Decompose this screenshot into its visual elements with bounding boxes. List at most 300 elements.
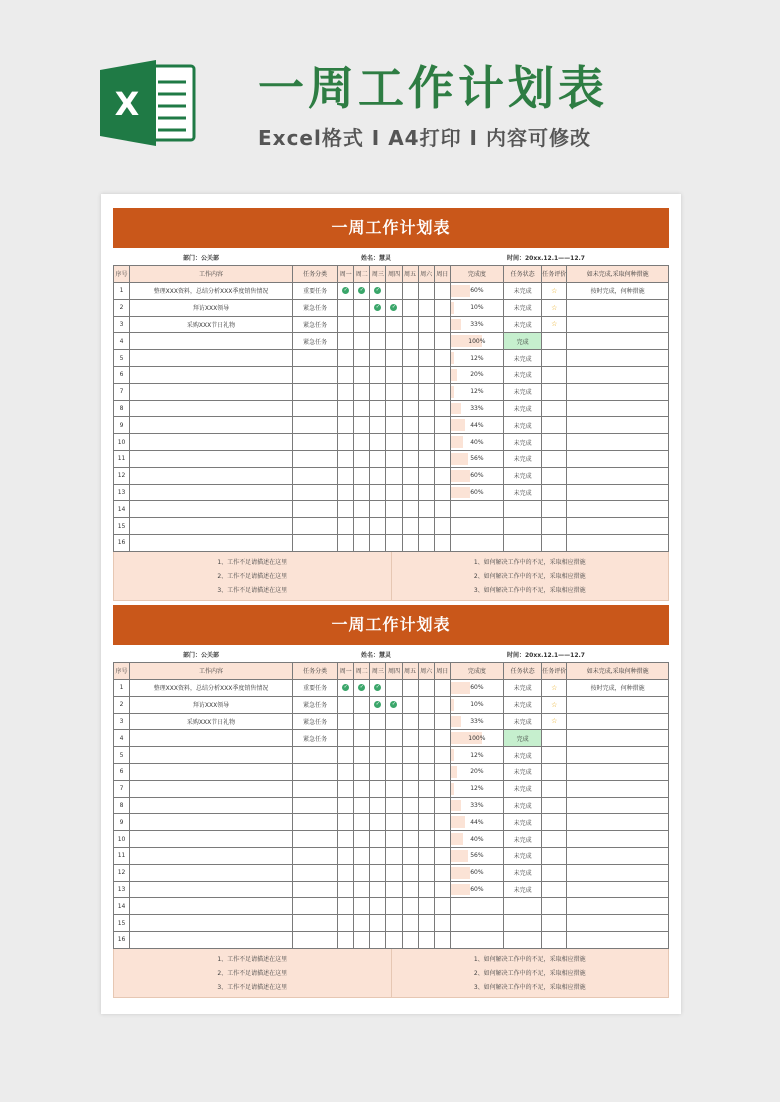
completion-cell[interactable] (450, 518, 503, 535)
day-check-cell[interactable] (402, 417, 418, 434)
task-category-cell[interactable] (292, 881, 337, 898)
measure-cell[interactable] (567, 831, 669, 848)
task-status-cell[interactable] (504, 898, 542, 915)
day-check-cell[interactable] (434, 915, 450, 932)
day-check-cell[interactable] (338, 864, 354, 881)
day-check-cell[interactable] (386, 333, 402, 350)
measure-cell[interactable]: 按时完成，何种措施 (567, 680, 669, 697)
day-check-cell[interactable] (402, 881, 418, 898)
day-check-cell[interactable] (418, 501, 434, 518)
row-number-cell[interactable]: 7 (114, 780, 130, 797)
day-check-cell[interactable] (434, 283, 450, 300)
day-check-cell[interactable] (418, 450, 434, 467)
day-check-cell[interactable] (354, 316, 370, 333)
day-check-cell[interactable] (418, 680, 434, 697)
day-check-cell[interactable] (354, 417, 370, 434)
day-check-cell[interactable] (354, 864, 370, 881)
day-check-cell[interactable] (402, 864, 418, 881)
measure-cell[interactable] (567, 450, 669, 467)
task-rating-cell[interactable] (542, 299, 567, 316)
day-check-cell[interactable] (418, 780, 434, 797)
day-check-cell[interactable] (418, 518, 434, 535)
day-check-cell[interactable] (386, 898, 402, 915)
day-check-cell[interactable] (338, 484, 354, 501)
task-category-cell[interactable] (292, 400, 337, 417)
task-rating-cell[interactable] (542, 713, 567, 730)
solution-item[interactable]: 1、如何解决工作中的不足，采取相应措施 (473, 559, 586, 567)
day-check-cell[interactable] (418, 534, 434, 551)
task-status-cell[interactable]: 未完成 (504, 847, 542, 864)
day-check-cell[interactable] (354, 501, 370, 518)
day-check-cell[interactable] (418, 814, 434, 831)
day-check-cell[interactable] (434, 299, 450, 316)
task-status-cell[interactable]: 未完成 (504, 283, 542, 300)
task-rating-cell[interactable] (542, 864, 567, 881)
day-check-cell[interactable] (338, 713, 354, 730)
day-check-cell[interactable] (354, 299, 370, 316)
work-content-cell[interactable] (130, 915, 293, 932)
day-check-cell[interactable] (434, 366, 450, 383)
day-check-cell[interactable] (402, 467, 418, 484)
note-item[interactable]: 2、工作不足请描述在这里 (217, 970, 288, 978)
day-check-cell[interactable] (386, 780, 402, 797)
day-check-cell[interactable] (370, 831, 386, 848)
day-check-cell[interactable] (370, 931, 386, 948)
solution-item[interactable]: 1、如何解决工作中的不足，采取相应措施 (473, 956, 586, 964)
measure-cell[interactable] (567, 534, 669, 551)
day-check-cell[interactable] (370, 780, 386, 797)
day-check-cell[interactable] (370, 450, 386, 467)
day-check-cell[interactable] (434, 350, 450, 367)
day-check-cell[interactable] (370, 696, 386, 713)
task-category-cell[interactable] (292, 534, 337, 551)
day-check-cell[interactable] (338, 814, 354, 831)
row-number-cell[interactable]: 10 (114, 434, 130, 451)
day-check-cell[interactable] (386, 299, 402, 316)
task-rating-cell[interactable] (542, 915, 567, 932)
work-content-cell[interactable] (130, 864, 293, 881)
row-number-cell[interactable]: 1 (114, 680, 130, 697)
day-check-cell[interactable] (434, 730, 450, 747)
day-check-cell[interactable] (386, 864, 402, 881)
day-check-cell[interactable] (338, 501, 354, 518)
completion-cell[interactable] (450, 847, 503, 864)
measure-cell[interactable] (567, 501, 669, 518)
task-category-cell[interactable] (292, 350, 337, 367)
day-check-cell[interactable] (386, 434, 402, 451)
day-check-cell[interactable] (370, 333, 386, 350)
day-check-cell[interactable] (338, 730, 354, 747)
task-status-cell[interactable]: 未完成 (504, 831, 542, 848)
day-check-cell[interactable] (418, 931, 434, 948)
work-content-cell[interactable] (130, 831, 293, 848)
task-category-cell[interactable] (292, 747, 337, 764)
task-status-cell[interactable]: 未完成 (504, 434, 542, 451)
day-check-cell[interactable] (338, 299, 354, 316)
day-check-cell[interactable] (370, 299, 386, 316)
day-check-cell[interactable] (402, 534, 418, 551)
day-check-cell[interactable] (418, 283, 434, 300)
task-status-cell[interactable] (504, 915, 542, 932)
day-check-cell[interactable] (370, 400, 386, 417)
day-check-cell[interactable] (434, 417, 450, 434)
day-check-cell[interactable] (354, 713, 370, 730)
completion-cell[interactable] (450, 864, 503, 881)
task-rating-cell[interactable] (542, 797, 567, 814)
day-check-cell[interactable] (418, 350, 434, 367)
day-check-cell[interactable] (370, 915, 386, 932)
day-check-cell[interactable] (370, 847, 386, 864)
row-number-cell[interactable]: 7 (114, 383, 130, 400)
day-check-cell[interactable] (370, 797, 386, 814)
completion-cell[interactable] (450, 434, 503, 451)
work-content-cell[interactable] (130, 931, 293, 948)
day-check-cell[interactable] (386, 915, 402, 932)
day-check-cell[interactable] (338, 847, 354, 864)
day-check-cell[interactable] (338, 450, 354, 467)
work-content-cell[interactable]: 拜访XXX领导 (130, 299, 293, 316)
task-status-cell[interactable]: 完成 (504, 730, 542, 747)
row-number-cell[interactable]: 2 (114, 696, 130, 713)
day-check-cell[interactable] (434, 518, 450, 535)
day-check-cell[interactable] (338, 881, 354, 898)
measure-cell[interactable] (567, 333, 669, 350)
day-check-cell[interactable] (386, 518, 402, 535)
day-check-cell[interactable] (338, 696, 354, 713)
day-check-cell[interactable] (434, 383, 450, 400)
work-content-cell[interactable] (130, 881, 293, 898)
day-check-cell[interactable] (370, 316, 386, 333)
day-check-cell[interactable] (338, 831, 354, 848)
day-check-cell[interactable] (418, 417, 434, 434)
day-check-cell[interactable] (402, 400, 418, 417)
day-check-cell[interactable] (418, 383, 434, 400)
task-status-cell[interactable]: 未完成 (504, 299, 542, 316)
completion-cell[interactable] (450, 730, 503, 747)
day-check-cell[interactable] (370, 864, 386, 881)
completion-cell[interactable] (450, 931, 503, 948)
day-check-cell[interactable] (354, 696, 370, 713)
work-content-cell[interactable] (130, 350, 293, 367)
task-status-cell[interactable]: 未完成 (504, 316, 542, 333)
day-check-cell[interactable] (418, 696, 434, 713)
task-status-cell[interactable]: 未完成 (504, 881, 542, 898)
day-check-cell[interactable] (386, 283, 402, 300)
measure-cell[interactable] (567, 400, 669, 417)
day-check-cell[interactable] (402, 696, 418, 713)
measure-cell[interactable] (567, 484, 669, 501)
task-category-cell[interactable] (292, 417, 337, 434)
day-check-cell[interactable] (402, 814, 418, 831)
measure-cell[interactable] (567, 898, 669, 915)
day-check-cell[interactable] (402, 283, 418, 300)
task-status-cell[interactable] (504, 534, 542, 551)
work-content-cell[interactable] (130, 434, 293, 451)
day-check-cell[interactable] (402, 350, 418, 367)
day-check-cell[interactable] (386, 450, 402, 467)
row-number-cell[interactable]: 8 (114, 400, 130, 417)
day-check-cell[interactable] (434, 864, 450, 881)
task-rating-cell[interactable] (542, 881, 567, 898)
task-rating-cell[interactable] (542, 534, 567, 551)
day-check-cell[interactable] (354, 400, 370, 417)
task-status-cell[interactable]: 未完成 (504, 696, 542, 713)
day-check-cell[interactable] (402, 316, 418, 333)
task-rating-cell[interactable] (542, 696, 567, 713)
day-check-cell[interactable] (386, 730, 402, 747)
day-check-cell[interactable] (402, 518, 418, 535)
day-check-cell[interactable] (338, 931, 354, 948)
day-check-cell[interactable] (402, 797, 418, 814)
day-check-cell[interactable] (434, 534, 450, 551)
work-content-cell[interactable]: 采购XXX节日礼物 (130, 713, 293, 730)
day-check-cell[interactable] (370, 713, 386, 730)
day-check-cell[interactable] (418, 747, 434, 764)
task-category-cell[interactable] (292, 780, 337, 797)
day-check-cell[interactable] (418, 881, 434, 898)
measure-cell[interactable] (567, 696, 669, 713)
day-check-cell[interactable] (402, 501, 418, 518)
day-check-cell[interactable] (386, 797, 402, 814)
row-number-cell[interactable]: 15 (114, 518, 130, 535)
measure-cell[interactable] (567, 847, 669, 864)
note-item[interactable]: 1、工作不足请描述在这里 (217, 559, 288, 567)
day-check-cell[interactable] (402, 730, 418, 747)
day-check-cell[interactable] (418, 763, 434, 780)
task-category-cell[interactable] (292, 434, 337, 451)
day-check-cell[interactable] (418, 898, 434, 915)
day-check-cell[interactable] (418, 400, 434, 417)
day-check-cell[interactable] (354, 450, 370, 467)
task-status-cell[interactable]: 未完成 (504, 780, 542, 797)
task-status-cell[interactable]: 未完成 (504, 797, 542, 814)
task-status-cell[interactable]: 完成 (504, 333, 542, 350)
solution-item[interactable]: 3、如何解决工作中的不足，采取相应措施 (473, 587, 586, 595)
day-check-cell[interactable] (418, 864, 434, 881)
day-check-cell[interactable] (338, 763, 354, 780)
day-check-cell[interactable] (338, 467, 354, 484)
day-check-cell[interactable] (418, 434, 434, 451)
day-check-cell[interactable] (354, 680, 370, 697)
measure-cell[interactable] (567, 467, 669, 484)
task-status-cell[interactable]: 未完成 (504, 713, 542, 730)
measure-cell[interactable] (567, 434, 669, 451)
row-number-cell[interactable]: 12 (114, 467, 130, 484)
day-check-cell[interactable] (434, 450, 450, 467)
day-check-cell[interactable] (402, 450, 418, 467)
task-category-cell[interactable]: 紧急任务 (292, 299, 337, 316)
task-status-cell[interactable]: 未完成 (504, 680, 542, 697)
measure-cell[interactable] (567, 814, 669, 831)
solution-item[interactable]: 3、如何解决工作中的不足，采取相应措施 (473, 984, 586, 992)
day-check-cell[interactable] (418, 713, 434, 730)
day-check-cell[interactable] (386, 484, 402, 501)
row-number-cell[interactable]: 8 (114, 797, 130, 814)
day-check-cell[interactable] (338, 898, 354, 915)
day-check-cell[interactable] (354, 915, 370, 932)
day-check-cell[interactable] (338, 518, 354, 535)
day-check-cell[interactable] (418, 484, 434, 501)
task-category-cell[interactable]: 紧急任务 (292, 316, 337, 333)
day-check-cell[interactable] (402, 333, 418, 350)
day-check-cell[interactable] (402, 931, 418, 948)
work-content-cell[interactable] (130, 780, 293, 797)
day-check-cell[interactable] (370, 350, 386, 367)
day-check-cell[interactable] (370, 366, 386, 383)
day-check-cell[interactable] (418, 730, 434, 747)
row-number-cell[interactable]: 15 (114, 915, 130, 932)
task-status-cell[interactable] (504, 518, 542, 535)
completion-cell[interactable] (450, 350, 503, 367)
row-number-cell[interactable]: 5 (114, 350, 130, 367)
day-check-cell[interactable] (354, 366, 370, 383)
task-category-cell[interactable]: 重要任务 (292, 680, 337, 697)
task-status-cell[interactable]: 未完成 (504, 400, 542, 417)
work-content-cell[interactable] (130, 847, 293, 864)
day-check-cell[interactable] (434, 333, 450, 350)
task-category-cell[interactable] (292, 366, 337, 383)
row-number-cell[interactable]: 14 (114, 501, 130, 518)
day-check-cell[interactable] (370, 814, 386, 831)
task-rating-cell[interactable] (542, 747, 567, 764)
day-check-cell[interactable] (354, 831, 370, 848)
day-check-cell[interactable] (354, 931, 370, 948)
day-check-cell[interactable] (402, 831, 418, 848)
note-item[interactable]: 3、工作不足请描述在这里 (217, 587, 288, 595)
day-check-cell[interactable] (338, 366, 354, 383)
task-rating-cell[interactable] (542, 484, 567, 501)
day-check-cell[interactable] (434, 763, 450, 780)
task-rating-cell[interactable] (542, 434, 567, 451)
task-rating-cell[interactable] (542, 847, 567, 864)
work-content-cell[interactable] (130, 467, 293, 484)
task-status-cell[interactable]: 未完成 (504, 763, 542, 780)
day-check-cell[interactable] (402, 383, 418, 400)
day-check-cell[interactable] (402, 484, 418, 501)
row-number-cell[interactable]: 16 (114, 931, 130, 948)
day-check-cell[interactable] (402, 747, 418, 764)
task-status-cell[interactable]: 未完成 (504, 864, 542, 881)
day-check-cell[interactable] (354, 730, 370, 747)
task-rating-cell[interactable] (542, 467, 567, 484)
task-rating-cell[interactable] (542, 283, 567, 300)
day-check-cell[interactable] (354, 814, 370, 831)
day-check-cell[interactable] (354, 747, 370, 764)
day-check-cell[interactable] (338, 534, 354, 551)
task-category-cell[interactable] (292, 931, 337, 948)
completion-cell[interactable] (450, 383, 503, 400)
row-number-cell[interactable]: 13 (114, 484, 130, 501)
task-category-cell[interactable] (292, 450, 337, 467)
day-check-cell[interactable] (418, 847, 434, 864)
task-category-cell[interactable] (292, 467, 337, 484)
day-check-cell[interactable] (370, 417, 386, 434)
note-item[interactable]: 3、工作不足请描述在这里 (217, 984, 288, 992)
day-check-cell[interactable] (354, 763, 370, 780)
day-check-cell[interactable] (418, 366, 434, 383)
day-check-cell[interactable] (338, 350, 354, 367)
day-check-cell[interactable] (402, 366, 418, 383)
measure-cell[interactable] (567, 713, 669, 730)
day-check-cell[interactable] (338, 680, 354, 697)
day-check-cell[interactable] (434, 847, 450, 864)
day-check-cell[interactable] (386, 881, 402, 898)
completion-cell[interactable] (450, 417, 503, 434)
completion-cell[interactable] (450, 299, 503, 316)
task-rating-cell[interactable] (542, 350, 567, 367)
task-rating-cell[interactable] (542, 814, 567, 831)
row-number-cell[interactable]: 14 (114, 898, 130, 915)
measure-cell[interactable] (567, 931, 669, 948)
measure-cell[interactable] (567, 350, 669, 367)
day-check-cell[interactable] (370, 467, 386, 484)
day-check-cell[interactable] (434, 434, 450, 451)
measure-cell[interactable] (567, 417, 669, 434)
task-status-cell[interactable]: 未完成 (504, 350, 542, 367)
day-check-cell[interactable] (418, 333, 434, 350)
task-status-cell[interactable] (504, 931, 542, 948)
task-rating-cell[interactable] (542, 400, 567, 417)
work-content-cell[interactable] (130, 730, 293, 747)
day-check-cell[interactable] (402, 780, 418, 797)
task-rating-cell[interactable] (542, 931, 567, 948)
completion-cell[interactable] (450, 814, 503, 831)
day-check-cell[interactable] (370, 283, 386, 300)
day-check-cell[interactable] (354, 518, 370, 535)
work-content-cell[interactable]: 整理XXX资料，总结分析XXX季度销售情况 (130, 680, 293, 697)
work-content-cell[interactable] (130, 898, 293, 915)
day-check-cell[interactable] (434, 881, 450, 898)
day-check-cell[interactable] (418, 831, 434, 848)
row-number-cell[interactable]: 6 (114, 763, 130, 780)
day-check-cell[interactable] (354, 797, 370, 814)
completion-cell[interactable] (450, 333, 503, 350)
task-category-cell[interactable] (292, 831, 337, 848)
day-check-cell[interactable] (386, 747, 402, 764)
work-content-cell[interactable] (130, 383, 293, 400)
day-check-cell[interactable] (386, 931, 402, 948)
work-content-cell[interactable]: 整理XXX资料，总结分析XXX季度销售情况 (130, 283, 293, 300)
day-check-cell[interactable] (370, 898, 386, 915)
solution-item[interactable]: 2、如何解决工作中的不足，采取相应措施 (473, 970, 586, 978)
day-check-cell[interactable] (338, 316, 354, 333)
day-check-cell[interactable] (370, 434, 386, 451)
measure-cell[interactable] (567, 864, 669, 881)
work-content-cell[interactable] (130, 763, 293, 780)
day-check-cell[interactable] (434, 898, 450, 915)
task-rating-cell[interactable] (542, 383, 567, 400)
task-category-cell[interactable] (292, 915, 337, 932)
completion-cell[interactable] (450, 915, 503, 932)
work-content-cell[interactable] (130, 333, 293, 350)
day-check-cell[interactable] (354, 898, 370, 915)
day-check-cell[interactable] (386, 501, 402, 518)
task-category-cell[interactable] (292, 484, 337, 501)
day-check-cell[interactable] (386, 417, 402, 434)
day-check-cell[interactable] (386, 383, 402, 400)
day-check-cell[interactable] (354, 534, 370, 551)
task-category-cell[interactable]: 重要任务 (292, 283, 337, 300)
completion-cell[interactable] (450, 696, 503, 713)
note-item[interactable]: 2、工作不足请描述在这里 (217, 573, 288, 581)
day-check-cell[interactable] (386, 534, 402, 551)
task-rating-cell[interactable] (542, 518, 567, 535)
day-check-cell[interactable] (354, 283, 370, 300)
task-rating-cell[interactable] (542, 763, 567, 780)
measure-cell[interactable] (567, 730, 669, 747)
day-check-cell[interactable] (354, 780, 370, 797)
completion-cell[interactable] (450, 763, 503, 780)
